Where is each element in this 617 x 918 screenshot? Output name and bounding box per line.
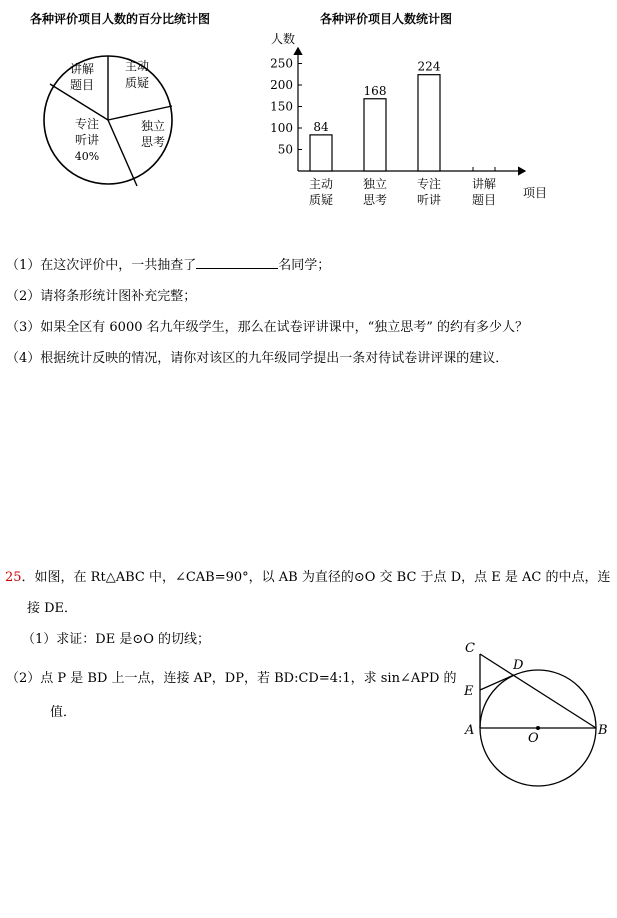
x-tick-label: 质疑 <box>308 193 334 207</box>
problem-25-line1 <box>5 566 610 585</box>
question-1-text: （1）在这次评价中，一共抽查了 <box>6 258 197 273</box>
problem-25-part2: （2）点 P 是 BD 上一点，连接 AP，DP，若 BD:CD=4:1，求 sin∠APD 的 <box>6 671 457 686</box>
bar-value-label: 168 <box>363 83 387 98</box>
x-tick-label: 独立 <box>362 177 388 191</box>
question-2: （2）请将条形统计图补充完整； <box>6 289 197 304</box>
pie-label: 专注 <box>74 117 100 131</box>
x-tick-label: 听讲 <box>416 193 442 207</box>
pie-chart <box>40 40 180 200</box>
pie-label: 思考 <box>140 135 166 149</box>
y-tick-label: 200 <box>270 78 293 92</box>
x-tick-label: 专注 <box>416 177 442 191</box>
point-label-d: D <box>513 658 524 673</box>
pie-label: 题目 <box>69 78 95 92</box>
pie-label: 独立 <box>140 119 166 133</box>
y-tick-label: 100 <box>270 121 293 135</box>
pie-label: 听讲 <box>74 133 100 147</box>
problem-25-part2-end: 值． <box>50 705 77 720</box>
segment-cb <box>480 654 596 728</box>
bar <box>418 75 440 171</box>
question-1-tail: 名同学； <box>278 258 331 273</box>
question-1 <box>6 254 330 273</box>
point-label-b: B <box>598 723 608 738</box>
center-point <box>536 726 540 730</box>
bar-chart <box>255 26 555 216</box>
problem-25-line2: 接 DE． <box>27 601 78 616</box>
bar <box>310 135 332 171</box>
bar-value-label: 224 <box>417 59 441 74</box>
point-label-c: C <box>465 641 475 656</box>
y-axis-label: 人数 <box>271 32 296 46</box>
x-tick-label: 思考 <box>362 193 388 207</box>
pie-label: 质疑 <box>124 76 150 90</box>
problem-25-part1: （1）求证：DE 是⊙O 的切线； <box>22 632 210 647</box>
y-tick-label: 250 <box>270 56 293 71</box>
point-label-a: A <box>465 723 475 738</box>
answer-blank <box>196 256 278 269</box>
problem-number: 25 <box>5 570 22 585</box>
pie-label: 讲解 <box>69 62 95 76</box>
x-tick-label: 主动 <box>308 177 334 191</box>
pie-label: 40% <box>74 150 100 163</box>
bar-value-label: 84 <box>313 119 329 134</box>
pie-label: 主动 <box>124 59 150 73</box>
y-tick-label: 50 <box>277 142 293 157</box>
geometry-figure <box>455 635 615 795</box>
point-label-o: O <box>528 731 539 746</box>
x-tick-label: 题目 <box>471 193 497 207</box>
x-tick-label: 讲解 <box>471 177 497 191</box>
point-label-e: E <box>464 684 474 699</box>
pie-chart-title: 各种评价项目人数的百分比统计图 <box>30 12 211 26</box>
bar-chart-title: 各种评价项目人数统计图 <box>320 12 453 26</box>
bar <box>364 99 386 171</box>
question-4: （4）根据统计反映的情况，请你对该区的九年级同学提出一条对待试卷讲评课的建议． <box>6 351 509 366</box>
question-3: （3）如果全区有 6000 名九年级学生，那么在试卷评讲课中，“独立思考” 的约有多少人？ <box>6 320 529 335</box>
y-tick-label: 150 <box>270 99 293 114</box>
x-axis-label: 项目 <box>523 186 548 200</box>
problem-text: ．如图，在 Rt△ABC 中，∠CAB=90°，以 AB 为直径的⊙O 交 BC 于点 D，点 E 是 AC 的中点，连 <box>21 570 611 585</box>
